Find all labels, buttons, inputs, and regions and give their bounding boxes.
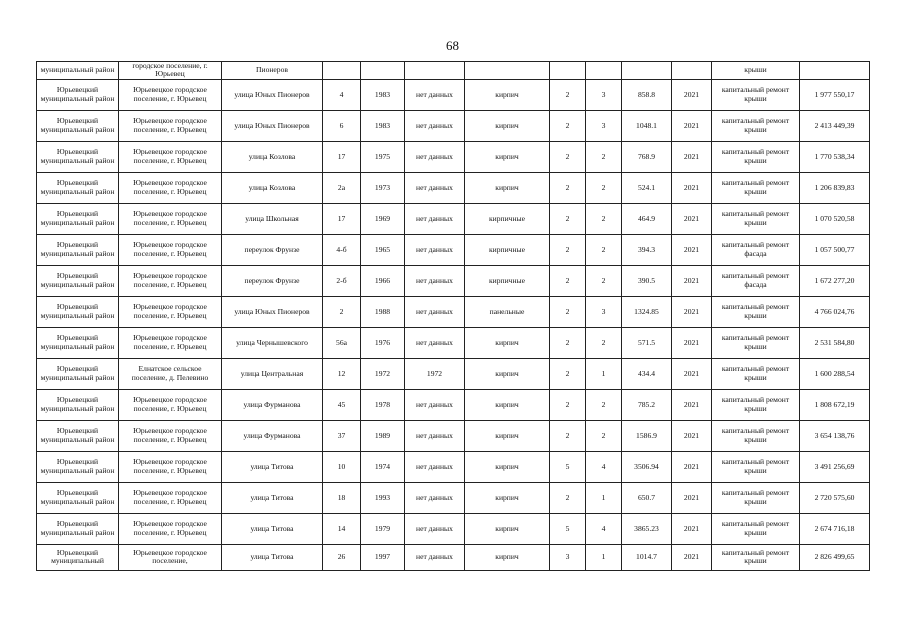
cell-floors: 2 bbox=[550, 482, 586, 513]
cell-entrances: 4 bbox=[586, 513, 622, 544]
cell-entrances: 2 bbox=[586, 141, 622, 172]
cell-year: 1979 bbox=[361, 513, 405, 544]
cell-cost: 1 057 500,77 bbox=[800, 234, 870, 265]
cell-area: 464.9 bbox=[622, 203, 672, 234]
cell-settlement: Юрьевецкое городское поселение, г. Юрьевец bbox=[119, 265, 222, 296]
cell-house: 12 bbox=[323, 358, 361, 389]
cell-work: крыши bbox=[712, 62, 800, 80]
cell-material: кирпичные bbox=[465, 234, 550, 265]
cell-house: 17 bbox=[323, 203, 361, 234]
cell-settlement: Юрьевецкое городское поселение, г. Юрьевец bbox=[119, 420, 222, 451]
table-row bbox=[37, 296, 870, 327]
cell-house bbox=[323, 62, 361, 80]
cell-year2: 1972 bbox=[405, 358, 465, 389]
cell-year: 1993 bbox=[361, 482, 405, 513]
cell-cost: 2 720 575,60 bbox=[800, 482, 870, 513]
cell-area: 434.4 bbox=[622, 358, 672, 389]
table-body bbox=[37, 62, 870, 571]
cell-house: 45 bbox=[323, 389, 361, 420]
cell-house: 2а bbox=[323, 172, 361, 203]
cell-district: Юрьевецкий муниципальный район bbox=[37, 79, 119, 110]
cell-material: кирпич bbox=[465, 327, 550, 358]
cell-entrances: 1 bbox=[586, 482, 622, 513]
cell-cost: 1 070 520,58 bbox=[800, 203, 870, 234]
cell-cost: 3 491 256,69 bbox=[800, 451, 870, 482]
cell-year: 1965 bbox=[361, 234, 405, 265]
cell-area: 1586.9 bbox=[622, 420, 672, 451]
table-row bbox=[37, 141, 870, 172]
housing-repair-table bbox=[36, 61, 870, 571]
cell-settlement: Юрьевецкое городское поселение, г. Юрьевец bbox=[119, 482, 222, 513]
cell-plan-year: 2021 bbox=[672, 482, 712, 513]
cell-work: капитальный ремонт крыши bbox=[712, 110, 800, 141]
cell-work: капитальный ремонт крыши bbox=[712, 358, 800, 389]
cell-year: 1983 bbox=[361, 110, 405, 141]
cell-district: Юрьевецкий муниципальный район bbox=[37, 389, 119, 420]
cell-material: кирпич bbox=[465, 420, 550, 451]
cell-settlement: Юрьевецкое городское поселение, г. Юрьевец bbox=[119, 327, 222, 358]
cell-district: Юрьевецкий муниципальный район bbox=[37, 420, 119, 451]
table-row bbox=[37, 62, 870, 80]
cell-district: Юрьевецкий муниципальный район bbox=[37, 513, 119, 544]
cell-street: улица Фурманова bbox=[222, 420, 323, 451]
cell-settlement: Юрьевецкое городское поселение, г. Юрьевец bbox=[119, 203, 222, 234]
cell-settlement: Юрьевецкое городское поселение, г. Юрьевец bbox=[119, 79, 222, 110]
cell-material: кирпич bbox=[465, 110, 550, 141]
cell-work: капитальный ремонт крыши bbox=[712, 482, 800, 513]
cell-work: капитальный ремонт фасада bbox=[712, 234, 800, 265]
table-row bbox=[37, 358, 870, 389]
cell-entrances: 1 bbox=[586, 544, 622, 570]
cell-entrances: 2 bbox=[586, 265, 622, 296]
cell-floors: 2 bbox=[550, 420, 586, 451]
cell-year2: нет данных bbox=[405, 79, 465, 110]
cell-area: 1048.1 bbox=[622, 110, 672, 141]
cell-street: переулок Фрунзе bbox=[222, 234, 323, 265]
cell-work: капитальный ремонт крыши bbox=[712, 389, 800, 420]
cell-house: 14 bbox=[323, 513, 361, 544]
cell-street: улица Школьная bbox=[222, 203, 323, 234]
cell-floors: 2 bbox=[550, 203, 586, 234]
cell-floors: 2 bbox=[550, 358, 586, 389]
cell-year: 1975 bbox=[361, 141, 405, 172]
cell-street: улица Титова bbox=[222, 513, 323, 544]
cell-house: 4-б bbox=[323, 234, 361, 265]
cell-settlement: Юрьевецкое городское поселение, г. Юрьевец bbox=[119, 389, 222, 420]
cell-entrances: 2 bbox=[586, 327, 622, 358]
cell-work: капитальный ремонт крыши bbox=[712, 327, 800, 358]
cell-floors: 2 bbox=[550, 79, 586, 110]
cell-year: 1989 bbox=[361, 420, 405, 451]
cell-area: 3506.94 bbox=[622, 451, 672, 482]
table-row bbox=[37, 234, 870, 265]
cell-district: Юрьевецкий муниципальный район bbox=[37, 234, 119, 265]
cell-year2: нет данных bbox=[405, 389, 465, 420]
cell-street: улица Козлова bbox=[222, 172, 323, 203]
cell-area: 3865.23 bbox=[622, 513, 672, 544]
cell-plan-year: 2021 bbox=[672, 234, 712, 265]
cell-cost: 2 413 449,39 bbox=[800, 110, 870, 141]
cell-plan-year: 2021 bbox=[672, 265, 712, 296]
cell-plan-year: 2021 bbox=[672, 358, 712, 389]
table-row bbox=[37, 451, 870, 482]
cell-cost: 3 654 138,76 bbox=[800, 420, 870, 451]
cell-district: Юрьевецкий муниципальный район bbox=[37, 358, 119, 389]
cell-cost: 2 531 584,80 bbox=[800, 327, 870, 358]
cell-house: 37 bbox=[323, 420, 361, 451]
cell-floors: 2 bbox=[550, 389, 586, 420]
cell-street: улица Титова bbox=[222, 482, 323, 513]
cell-settlement: Юрьевецкое городское поселение, г. Юрьевец bbox=[119, 513, 222, 544]
cell-plan-year: 2021 bbox=[672, 420, 712, 451]
cell-floors: 2 bbox=[550, 172, 586, 203]
cell-material: кирпич bbox=[465, 544, 550, 570]
cell-entrances bbox=[586, 62, 622, 80]
cell-material: кирпич bbox=[465, 482, 550, 513]
cell-settlement: городское поселение, г. Юрьевец bbox=[119, 62, 222, 80]
cell-area: 1014.7 bbox=[622, 544, 672, 570]
cell-year2: нет данных bbox=[405, 420, 465, 451]
cell-house: 10 bbox=[323, 451, 361, 482]
cell-settlement: Юрьевецкое городское поселение, г. Юрьевец bbox=[119, 451, 222, 482]
cell-floors: 2 bbox=[550, 296, 586, 327]
cell-cost: 1 672 277,20 bbox=[800, 265, 870, 296]
cell-plan-year: 2021 bbox=[672, 389, 712, 420]
table-row bbox=[37, 172, 870, 203]
cell-house: 17 bbox=[323, 141, 361, 172]
cell-material: кирпичные bbox=[465, 203, 550, 234]
cell-material: кирпич bbox=[465, 358, 550, 389]
cell-material: кирпич bbox=[465, 172, 550, 203]
cell-area: 524.1 bbox=[622, 172, 672, 203]
cell-district: Юрьевецкий муниципальный район bbox=[37, 327, 119, 358]
cell-floors: 2 bbox=[550, 141, 586, 172]
cell-work: капитальный ремонт крыши bbox=[712, 203, 800, 234]
cell-year2: нет данных bbox=[405, 451, 465, 482]
cell-cost: 1 808 672,19 bbox=[800, 389, 870, 420]
table-row bbox=[37, 265, 870, 296]
cell-material: кирпич bbox=[465, 451, 550, 482]
cell-cost bbox=[800, 62, 870, 80]
cell-area: 571.5 bbox=[622, 327, 672, 358]
cell-street: улица Титова bbox=[222, 451, 323, 482]
cell-house: 56а bbox=[323, 327, 361, 358]
cell-house: 6 bbox=[323, 110, 361, 141]
cell-work: капитальный ремонт крыши bbox=[712, 79, 800, 110]
cell-year2 bbox=[405, 62, 465, 80]
cell-street: улица Титова bbox=[222, 544, 323, 570]
cell-district: Юрьевецкий муниципальный район bbox=[37, 141, 119, 172]
cell-floors: 5 bbox=[550, 451, 586, 482]
cell-entrances: 2 bbox=[586, 389, 622, 420]
cell-year: 1983 bbox=[361, 79, 405, 110]
cell-year: 1972 bbox=[361, 358, 405, 389]
cell-year2: нет данных bbox=[405, 172, 465, 203]
cell-cost: 1 977 550,17 bbox=[800, 79, 870, 110]
cell-floors: 2 bbox=[550, 234, 586, 265]
cell-floors bbox=[550, 62, 586, 80]
cell-entrances: 2 bbox=[586, 203, 622, 234]
cell-material: панельные bbox=[465, 296, 550, 327]
cell-year2: нет данных bbox=[405, 327, 465, 358]
cell-area: 650.7 bbox=[622, 482, 672, 513]
cell-entrances: 3 bbox=[586, 110, 622, 141]
cell-work: капитальный ремонт крыши bbox=[712, 451, 800, 482]
cell-year2: нет данных bbox=[405, 203, 465, 234]
cell-work: капитальный ремонт крыши bbox=[712, 544, 800, 570]
cell-plan-year bbox=[672, 62, 712, 80]
cell-year2: нет данных bbox=[405, 265, 465, 296]
cell-entrances: 2 bbox=[586, 172, 622, 203]
cell-entrances: 1 bbox=[586, 358, 622, 389]
cell-district: Юрьевецкий муниципальный bbox=[37, 544, 119, 570]
cell-floors: 2 bbox=[550, 110, 586, 141]
cell-house: 18 bbox=[323, 482, 361, 513]
cell-material: кирпичные bbox=[465, 265, 550, 296]
cell-settlement: Юрьевецкое городское поселение, bbox=[119, 544, 222, 570]
cell-material bbox=[465, 62, 550, 80]
cell-plan-year: 2021 bbox=[672, 203, 712, 234]
cell-plan-year: 2021 bbox=[672, 327, 712, 358]
cell-entrances: 2 bbox=[586, 234, 622, 265]
cell-area bbox=[622, 62, 672, 80]
table-row bbox=[37, 544, 870, 570]
cell-floors: 3 bbox=[550, 544, 586, 570]
cell-district: Юрьевецкий муниципальный район bbox=[37, 110, 119, 141]
cell-year2: нет данных bbox=[405, 482, 465, 513]
cell-year: 1969 bbox=[361, 203, 405, 234]
cell-area: 858.8 bbox=[622, 79, 672, 110]
cell-year: 1976 bbox=[361, 327, 405, 358]
cell-year2: нет данных bbox=[405, 544, 465, 570]
cell-work: капитальный ремонт крыши bbox=[712, 172, 800, 203]
cell-year2: нет данных bbox=[405, 234, 465, 265]
cell-plan-year: 2021 bbox=[672, 544, 712, 570]
cell-cost: 2 826 499,65 bbox=[800, 544, 870, 570]
cell-cost: 1 770 538,34 bbox=[800, 141, 870, 172]
cell-entrances: 2 bbox=[586, 420, 622, 451]
cell-street: улица Юных Пионеров bbox=[222, 79, 323, 110]
cell-settlement: Юрьевецкое городское поселение, г. Юрьевец bbox=[119, 172, 222, 203]
cell-plan-year: 2021 bbox=[672, 172, 712, 203]
table-row bbox=[37, 420, 870, 451]
cell-area: 768.9 bbox=[622, 141, 672, 172]
cell-district: Юрьевецкий муниципальный район bbox=[37, 482, 119, 513]
cell-street: Пионеров bbox=[222, 62, 323, 80]
cell-street: улица Центральная bbox=[222, 358, 323, 389]
cell-material: кирпич bbox=[465, 141, 550, 172]
cell-street: улица Фурманова bbox=[222, 389, 323, 420]
cell-district: Юрьевецкий муниципальный район bbox=[37, 203, 119, 234]
table-row bbox=[37, 389, 870, 420]
page-number: 68 bbox=[446, 38, 459, 53]
cell-district: Юрьевецкий муниципальный район bbox=[37, 296, 119, 327]
cell-floors: 5 bbox=[550, 513, 586, 544]
cell-floors: 2 bbox=[550, 265, 586, 296]
cell-year bbox=[361, 62, 405, 80]
cell-plan-year: 2021 bbox=[672, 513, 712, 544]
cell-cost: 1 206 839,83 bbox=[800, 172, 870, 203]
cell-settlement: Юрьевецкое городское поселение, г. Юрьевец bbox=[119, 141, 222, 172]
cell-work: капитальный ремонт крыши bbox=[712, 513, 800, 544]
cell-year2: нет данных bbox=[405, 513, 465, 544]
cell-house: 2-б bbox=[323, 265, 361, 296]
cell-work: капитальный ремонт крыши bbox=[712, 420, 800, 451]
cell-entrances: 3 bbox=[586, 79, 622, 110]
cell-entrances: 3 bbox=[586, 296, 622, 327]
cell-area: 1324.85 bbox=[622, 296, 672, 327]
cell-plan-year: 2021 bbox=[672, 296, 712, 327]
cell-plan-year: 2021 bbox=[672, 451, 712, 482]
cell-district: муниципальный район bbox=[37, 62, 119, 80]
cell-area: 785.2 bbox=[622, 389, 672, 420]
cell-year2: нет данных bbox=[405, 110, 465, 141]
cell-year: 1966 bbox=[361, 265, 405, 296]
cell-cost: 1 600 288,54 bbox=[800, 358, 870, 389]
cell-material: кирпич bbox=[465, 79, 550, 110]
cell-plan-year: 2021 bbox=[672, 79, 712, 110]
cell-material: кирпич bbox=[465, 389, 550, 420]
table-row bbox=[37, 513, 870, 544]
cell-cost: 4 766 024,76 bbox=[800, 296, 870, 327]
cell-house: 26 bbox=[323, 544, 361, 570]
table-row bbox=[37, 203, 870, 234]
cell-material: кирпич bbox=[465, 513, 550, 544]
cell-year: 1974 bbox=[361, 451, 405, 482]
cell-house: 2 bbox=[323, 296, 361, 327]
cell-year2: нет данных bbox=[405, 141, 465, 172]
cell-work: капитальный ремонт крыши bbox=[712, 141, 800, 172]
cell-street: улица Юных Пионеров bbox=[222, 110, 323, 141]
cell-floors: 2 bbox=[550, 327, 586, 358]
cell-district: Юрьевецкий муниципальный район bbox=[37, 172, 119, 203]
cell-cost: 2 674 716,18 bbox=[800, 513, 870, 544]
cell-year: 1997 bbox=[361, 544, 405, 570]
cell-entrances: 4 bbox=[586, 451, 622, 482]
cell-settlement: Елнатское сельское поселение, д. Пелевино bbox=[119, 358, 222, 389]
cell-street: переулок Фрунзе bbox=[222, 265, 323, 296]
table-row bbox=[37, 110, 870, 141]
cell-year: 1973 bbox=[361, 172, 405, 203]
cell-plan-year: 2021 bbox=[672, 110, 712, 141]
table-row bbox=[37, 327, 870, 358]
cell-work: капитальный ремонт фасада bbox=[712, 265, 800, 296]
cell-settlement: Юрьевецкое городское поселение, г. Юрьевец bbox=[119, 296, 222, 327]
cell-district: Юрьевецкий муниципальный район bbox=[37, 265, 119, 296]
cell-year: 1988 bbox=[361, 296, 405, 327]
cell-district: Юрьевецкий муниципальный район bbox=[37, 451, 119, 482]
cell-plan-year: 2021 bbox=[672, 141, 712, 172]
cell-settlement: Юрьевецкое городское поселение, г. Юрьевец bbox=[119, 234, 222, 265]
table-row bbox=[37, 482, 870, 513]
cell-settlement: Юрьевецкое городское поселение, г. Юрьевец bbox=[119, 110, 222, 141]
cell-street: улица Козлова bbox=[222, 141, 323, 172]
cell-street: улица Юных Пионеров bbox=[222, 296, 323, 327]
table-row bbox=[37, 79, 870, 110]
cell-house: 4 bbox=[323, 79, 361, 110]
cell-year: 1978 bbox=[361, 389, 405, 420]
cell-street: улица Чернышевского bbox=[222, 327, 323, 358]
cell-area: 390.5 bbox=[622, 265, 672, 296]
cell-work: капитальный ремонт крыши bbox=[712, 296, 800, 327]
cell-year2: нет данных bbox=[405, 296, 465, 327]
cell-area: 394.3 bbox=[622, 234, 672, 265]
